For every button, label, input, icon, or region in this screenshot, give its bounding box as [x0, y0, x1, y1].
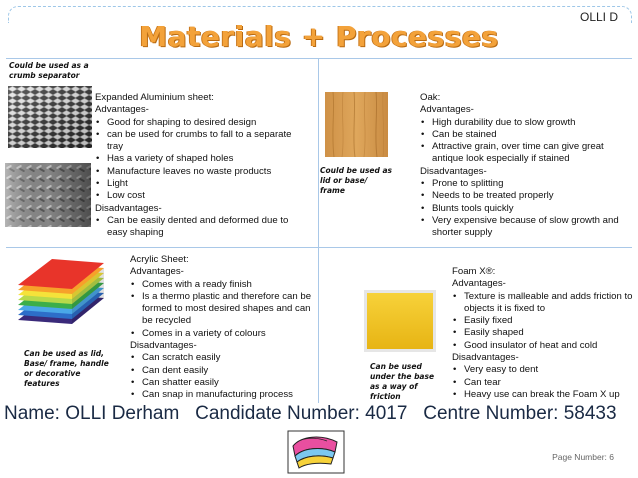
list-item: • Good insulator of heat and cold: [452, 340, 638, 352]
student-code: OLLI D: [579, 10, 618, 24]
list-item: • Light: [95, 178, 300, 190]
list-item: • Can snap in manufacturing process: [130, 389, 318, 401]
list-item: • Has a variety of shaped holes: [95, 153, 300, 165]
list-item: • Comes with a ready finish: [130, 279, 318, 291]
aluminium-name: Expanded Aluminium sheet:: [95, 92, 214, 103]
oak-usage-note: Could be used as lid or base/ frame: [320, 166, 393, 195]
oak-info: [420, 92, 630, 240]
list-item: • Low cost: [95, 190, 300, 202]
list-item: • Can shatter easily: [130, 377, 318, 389]
list-item: • Prone to splitting: [420, 178, 630, 190]
acrylic-usage-note: Can be used as lid, Base/ frame, handle or decorative features: [24, 349, 109, 388]
list-item: • Can dent easily: [130, 365, 318, 377]
aluminium-disadvantages-list: [95, 215, 300, 240]
acrylic-disadvantages-list: [130, 352, 318, 401]
list-item: • Can scratch easily: [130, 352, 318, 364]
candidate-info: Name: OLLI Derham Candidate Number: 4017 Centre Number: 58433: [4, 403, 617, 424]
aluminium-info: [95, 92, 300, 240]
foam-disadvantages-list: [452, 364, 638, 401]
grid-middle-line: [6, 247, 632, 248]
foam-advantages-label: Advantages-: [452, 278, 506, 290]
list-item: • Very easy to dent: [452, 364, 638, 376]
foam-disadvantages-label: Disadvantages-: [452, 352, 519, 364]
acrylic-disadvantages-label: Disadvantages-: [130, 340, 197, 352]
foam-sheet-image: [364, 290, 436, 352]
list-item: • Very expensive because of slow growth and shorter supply: [420, 215, 630, 240]
aluminium-usage-note: Could be used as a crumb separator: [9, 61, 89, 80]
list-item: • Easily fixed: [452, 315, 638, 327]
acrylic-name: Acrylic Sheet:: [130, 254, 189, 265]
foam-advantages-list: [452, 291, 638, 352]
list-item: • Texture is malleable and adds friction to objects it is fixed to: [452, 291, 638, 316]
oak-name: Oak:: [420, 92, 441, 103]
grid-center-line: [318, 58, 319, 403]
list-item: • Attractive grain, over time can give great antique look especially if stained: [420, 141, 630, 166]
list-item: • Blunts tools quickly: [420, 203, 630, 215]
foam-name: Foam X®:: [452, 266, 496, 277]
acrylic-advantages-list: [130, 279, 318, 340]
list-item: • Needs to be treated properly: [420, 190, 630, 202]
oak-advantages-list: [420, 117, 630, 166]
page-number: Page Number: 6: [552, 452, 614, 462]
list-item: • Good for shaping to desired design: [95, 117, 300, 129]
aluminium-disadvantages-label: Disadvantages-: [95, 202, 162, 214]
oak-disadvantages-label: Disadvantages-: [420, 165, 487, 177]
list-item: • can be used for crumbs to fall to a separate tray: [95, 129, 300, 154]
list-item: • Comes in a variety of colours: [130, 328, 318, 340]
oak-wood-image: [325, 92, 388, 157]
foam-usage-note: Can be used under the base as a way of friction: [370, 362, 435, 401]
list-item: • Is a thermo plastic and therefore can be formed to most desired shapes and can be recycled: [130, 291, 318, 328]
list-item: • Manufacture leaves no waste products: [95, 166, 300, 178]
list-item: • Easily shaped: [452, 327, 638, 339]
grid-top-line: [6, 58, 632, 59]
aluminium-plate-image: [5, 163, 91, 227]
list-item: • High durability due to slow growth: [420, 117, 630, 129]
product-sketch-icon: [287, 430, 345, 474]
oak-advantages-label: Advantages-: [420, 104, 474, 116]
list-item: • Heavy use can break the Foam X up: [452, 389, 638, 401]
acrylic-info: [130, 254, 318, 402]
list-item: • Can be easily dented and deformed due to easy shaping: [95, 215, 300, 240]
aluminium-advantages-label: Advantages-: [95, 104, 149, 116]
list-item: • Can tear: [452, 377, 638, 389]
aluminium-mesh-image: [8, 86, 92, 148]
acrylic-sheets-image: [12, 258, 108, 330]
page-title: Materials + Processes: [139, 20, 499, 53]
acrylic-advantages-label: Advantages-: [130, 266, 184, 278]
oak-disadvantages-list: [420, 178, 630, 239]
list-item: • Can be stained: [420, 129, 630, 141]
foam-info: [452, 266, 638, 401]
aluminium-advantages-list: [95, 117, 300, 203]
